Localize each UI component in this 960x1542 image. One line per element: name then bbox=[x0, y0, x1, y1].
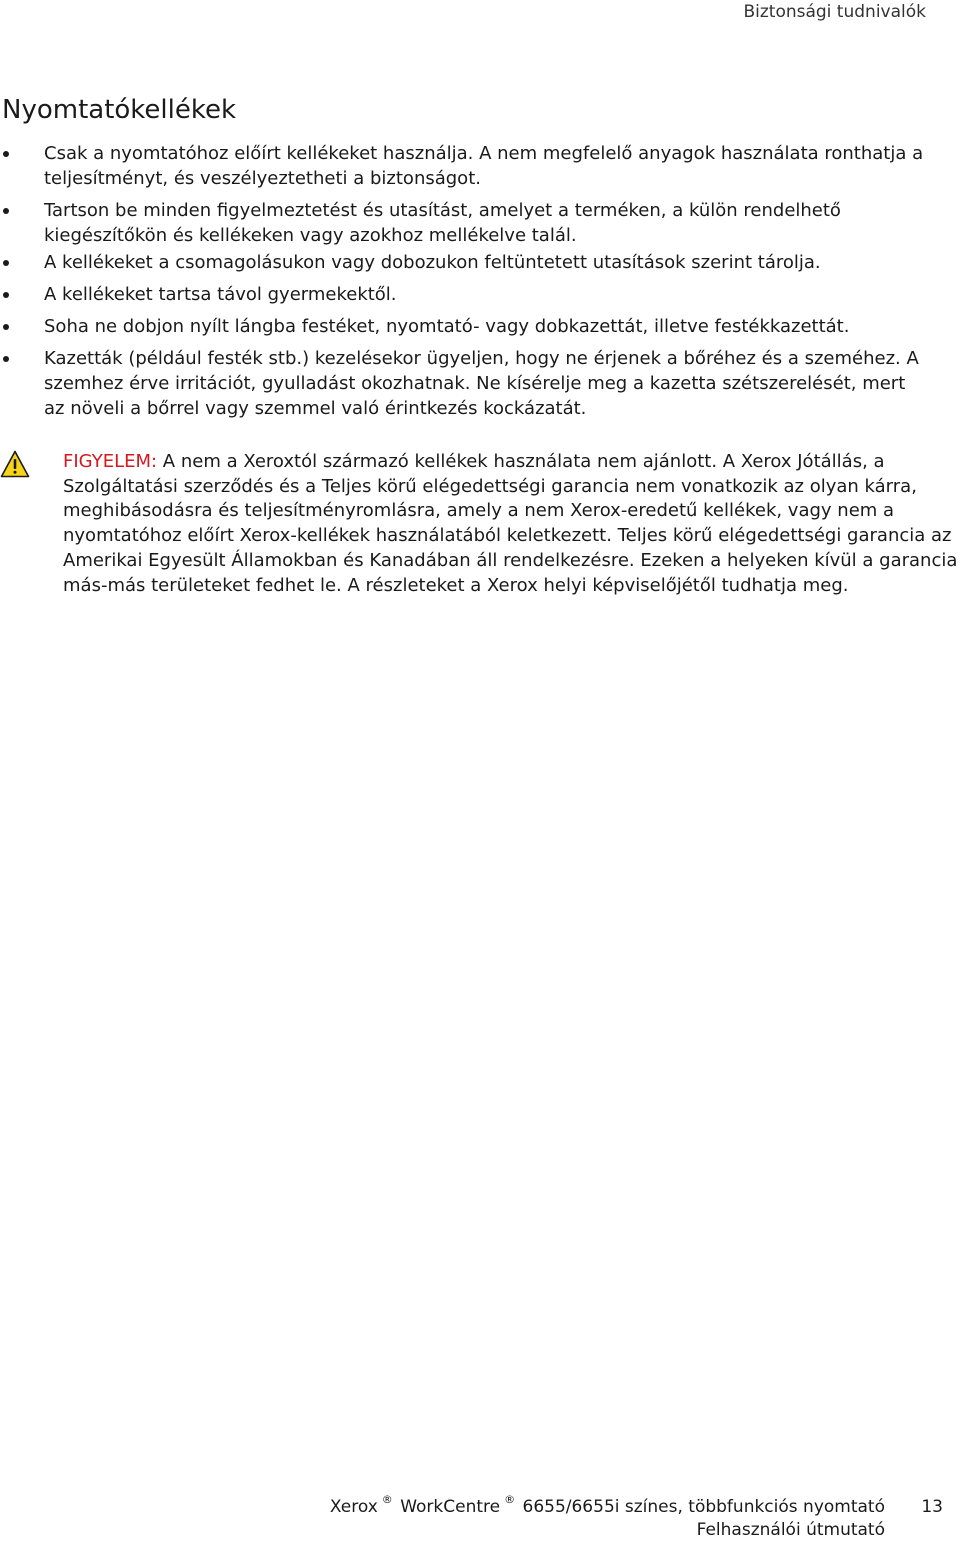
bullet-icon bbox=[3, 324, 9, 330]
footer-guide-title: Felhasználói útmutató bbox=[696, 1520, 885, 1540]
list-item-text: A kellékeket tartsa távol gyermekektől. bbox=[44, 284, 397, 305]
list-item bbox=[0, 250, 930, 275]
registered-mark: ® bbox=[381, 1493, 393, 1507]
section-title: Nyomtatókellékek bbox=[2, 95, 237, 125]
bullet-list bbox=[0, 141, 930, 428]
footer-brand: Xerox bbox=[329, 1497, 378, 1517]
list-item bbox=[0, 141, 930, 191]
footer-product-line bbox=[300, 1493, 885, 1519]
warning-triangle-icon bbox=[0, 450, 30, 478]
list-item-text: Kazetták (például festék stb.) kezelésekor ügyeljen, hogy ne érjenek a bőréhez és a szeméhez. A szemhez érve irritációt, gyulladást okozhatnak. Ne kísérelje meg a kazetta szétszerelését, mert az növeli a bőrrel vagy szemmel való érintkezés kockázatát. bbox=[44, 348, 919, 419]
list-item bbox=[0, 346, 930, 421]
bullet-icon bbox=[3, 260, 9, 266]
page-number: 13 bbox=[921, 1497, 943, 1517]
registered-mark: ® bbox=[504, 1493, 516, 1507]
list-item-text: A kellékeket a csomagolásukon vagy dobozukon feltüntetett utasítások szerint tárolja. bbox=[44, 252, 821, 273]
list-item bbox=[0, 314, 930, 339]
warning-body: A nem a Xeroxtól származó kellékek használata nem ajánlott. A Xerox Jótállás, a Szolgáltatási szerződés és a Teljes körű elégedettségi garancia nem vonatkozik az olyan kárra, meghibásodásra és teljesítményromlásra, amely a nem Xerox-eredetű kellékek, vagy nem a nyomtatóhoz előírt Xerox-kellékek használatából keletkezett. Teljes körű elégedettségi garancia az Amerikai Egyesült Államokban és Kanadában áll rendelkezésre. Ezeken a helyeken kívül a garancia más-más területeket fedhet le. A részleteket a Xerox helyi képviselőjétől tudhatja meg. bbox=[63, 451, 958, 596]
footer bbox=[300, 1493, 885, 1542]
list-item-text: Soha ne dobjon nyílt lángba festéket, nyomtató- vagy dobkazettát, illetve festékkazettát. bbox=[44, 316, 850, 337]
bullet-icon bbox=[3, 151, 9, 157]
list-item bbox=[0, 198, 930, 248]
footer-model-rest: 6655/6655i színes, többfunkciós nyomtató bbox=[522, 1497, 885, 1517]
warning-text bbox=[63, 450, 960, 598]
warning-label: FIGYELEM: bbox=[63, 451, 158, 472]
list-item-text: Tartson be minden figyelmeztetést és utasítást, amelyet a terméken, a külön rendelhető kiegészítőkön és kellékeken vagy azokhoz mellékelve talál. bbox=[44, 200, 841, 246]
list-item bbox=[0, 282, 930, 307]
list-item-text: Csak a nyomtatóhoz előírt kellékeket használja. A nem megfelelő anyagok használata ronthatja a teljesítményt, és veszélyeztetheti a biztonságot. bbox=[44, 143, 924, 189]
bullet-icon bbox=[3, 356, 9, 362]
running-header: Biztonsági tudnivalók bbox=[743, 2, 926, 22]
bullet-icon bbox=[3, 208, 9, 214]
footer-model-name: WorkCentre bbox=[400, 1497, 501, 1517]
bullet-icon bbox=[3, 292, 9, 298]
